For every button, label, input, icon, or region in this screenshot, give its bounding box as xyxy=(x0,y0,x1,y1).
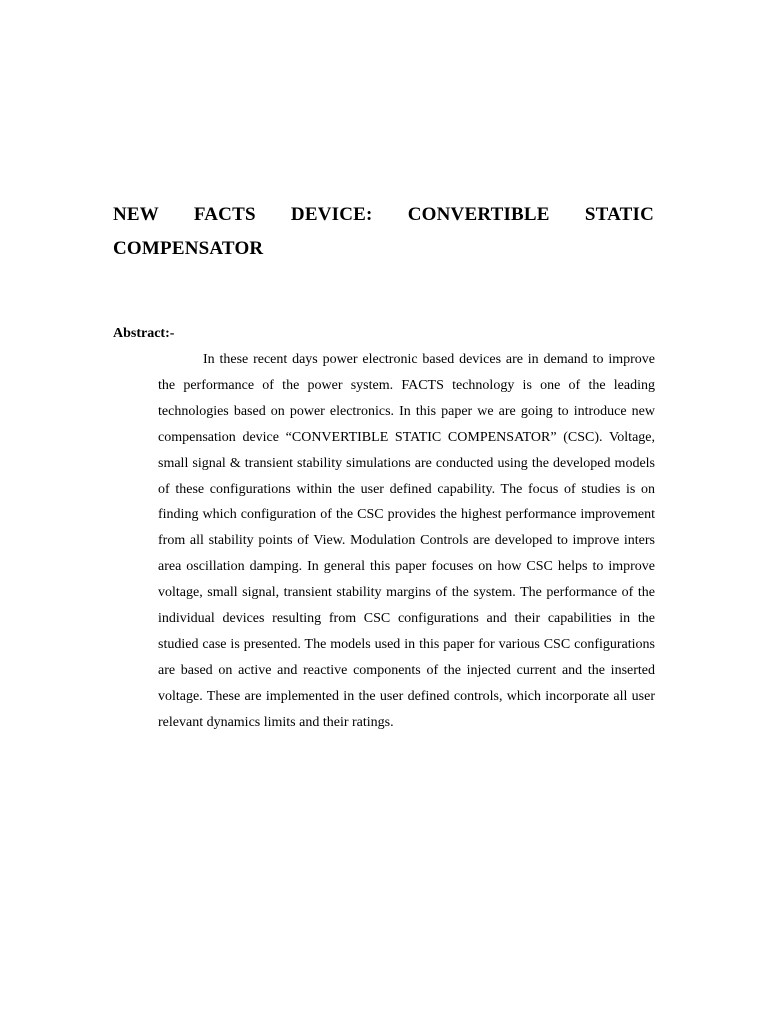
abstract-heading: Abstract:- xyxy=(113,326,175,341)
abstract-paragraph: In these recent days power electronic based devices are in demand to improve the performance of the power system. FACTS technology is one of the leading technologies based on power electronics. In this paper we are going to introduce new compensation device “CONVERTIBLE STATIC COMPENSATOR” (CSC). Voltage, small signal & transient stability simulations are conducted using the developed models of these configurations within the user defined capability. The focus of studies is on finding which configuration of the CSC provides the highest performance improvement from all stability points of View. Modulation Controls are developed to improve inters area oscillation damping. In general this paper focuses on how CSC helps to improve voltage, small signal, transient stability margins of the system. The performance of the individual devices resulting from CSC configurations and their capabilities in the studied case is presented. The models used in this paper for various CSC configurations are based on active and reactive components of the injected current and the inserted voltage. These are implemented in the user defined controls, which incorporate all user relevant dynamics limits and their ratings. xyxy=(158,352,655,730)
document-title: NEW FACTS DEVICE: CONVERTIBLE STATIC COMPENSATOR xyxy=(113,204,654,259)
